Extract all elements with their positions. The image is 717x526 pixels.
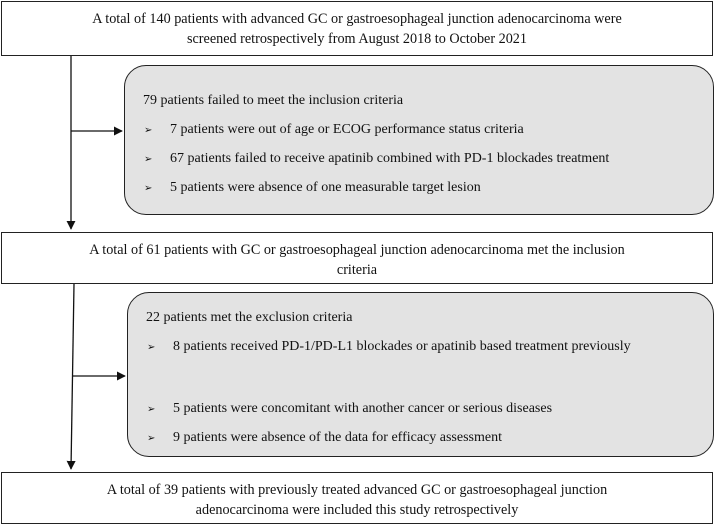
bullet-icon: ➢ [147,433,156,444]
bullet-icon: ➢ [147,342,156,353]
bullet-icon: ➢ [144,154,153,165]
excluded-inclusion-item-3: 5 patients were absence of one measurable target lesion [170,180,481,195]
excluded-exclusion-item-2: 5 patients were concomitant with another cancer or serious diseases [173,401,553,416]
bullet-icon: ➢ [147,404,156,415]
excluded-exclusion-box [127,292,714,457]
excluded-exclusion-item-3: 9 patients were absence of the data for efficacy assessment [173,430,502,445]
included-line-2: adenocarcinoma were included this study retrospectively [195,502,519,518]
screened-line-1: A total of 140 patients with advanced GC or gastroesophageal junction adenocarcinoma were [92,11,622,27]
excluded-inclusion-box [124,65,714,215]
bullet-icon: ➢ [144,183,153,194]
excluded-inclusion-title: 79 patients failed to meet the inclusion criteria [143,93,404,108]
included-line-1: A total of 39 patients with previously treated advanced GC or gastroesophageal junction [106,482,608,498]
screened-box [1,1,713,56]
excluded-inclusion-item-1: 7 patients were out of age or ECOG performance status criteria [170,122,524,137]
screened-line-2: screened retrospectively from August 2018 to October 2021 [186,31,527,47]
excluded-inclusion-item-2: 67 patients failed to receive apatinib combined with PD-1 blockades treatment [170,151,610,166]
met-inclusion-line-2: criteria [336,262,378,278]
excluded-exclusion-item-1: 8 patients received PD-1/PD-L1 blockades or apatinib based treatment previously [173,339,631,354]
bullet-icon: ➢ [144,125,153,136]
met-inclusion-box [1,232,713,284]
excluded-exclusion-title: 22 patients met the exclusion criteria [146,310,353,325]
met-inclusion-line-1: A total of 61 patients with GC or gastroesophageal junction adenocarcinoma met the inclusion [89,242,625,258]
included-box [1,472,713,524]
